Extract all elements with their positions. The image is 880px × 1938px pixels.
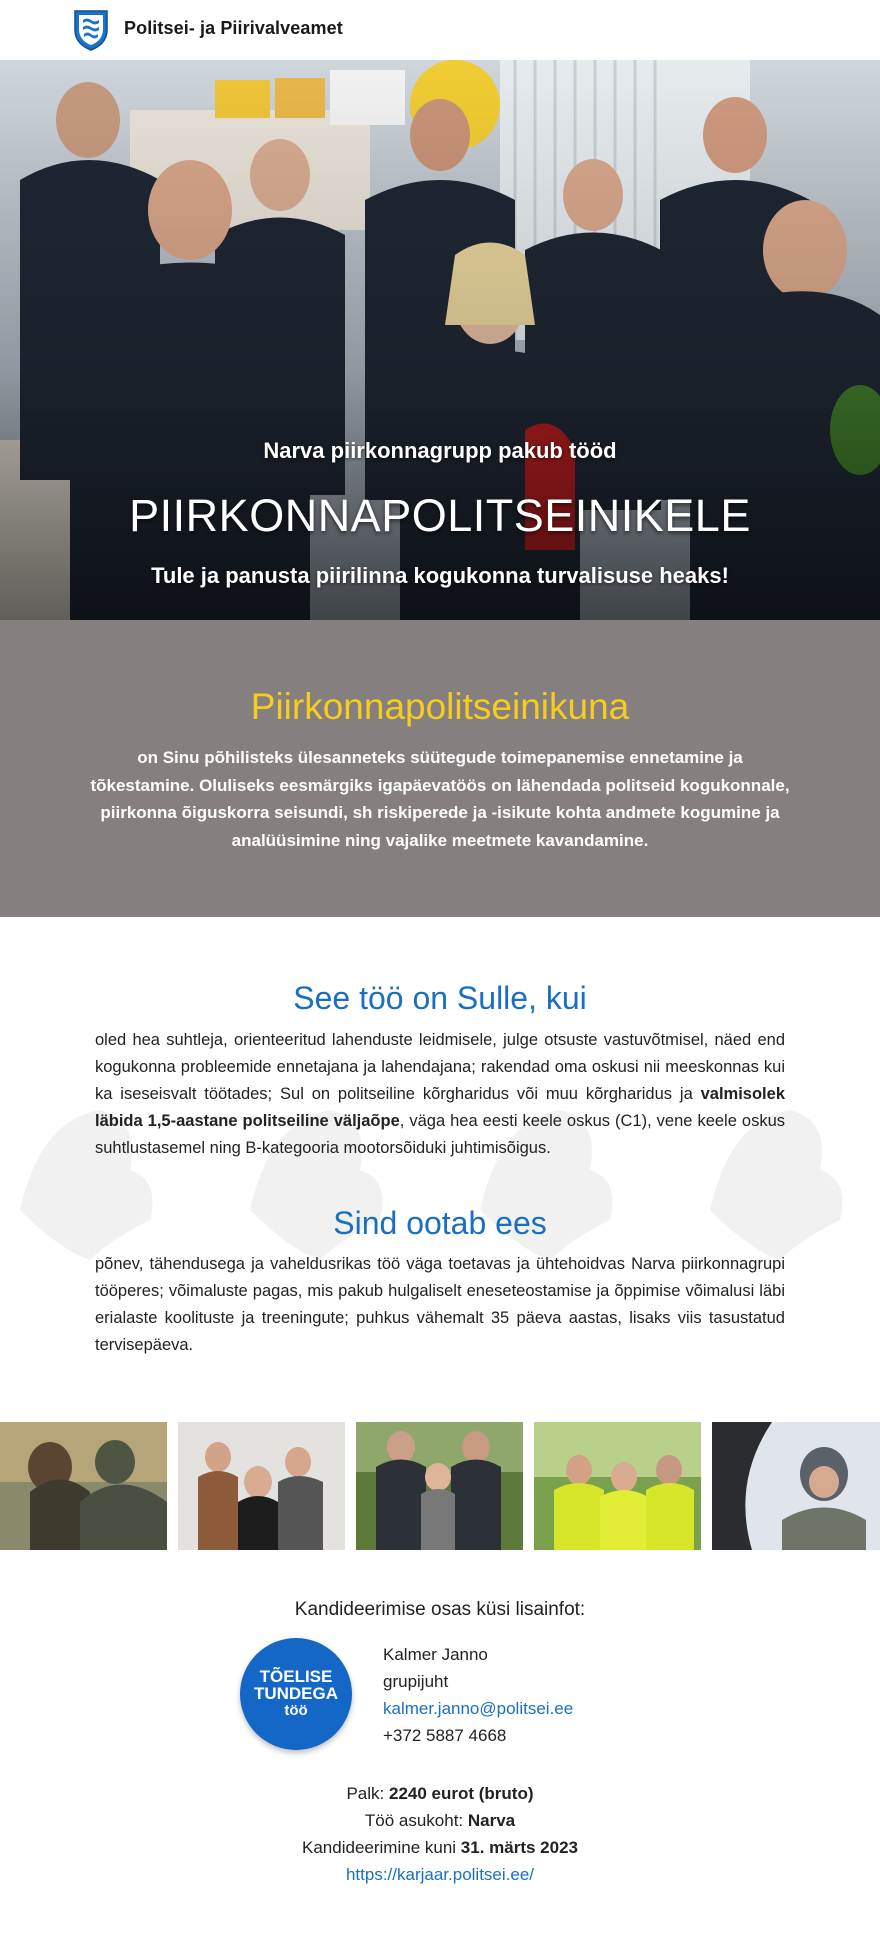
photo-patrol-officers xyxy=(534,1422,701,1550)
hero-title: PIIRKONNAPOLITSEINIKELE xyxy=(129,490,751,541)
photo-strip xyxy=(0,1422,880,1550)
salary-value: 2240 eurot (bruto) xyxy=(389,1784,534,1803)
salary-row xyxy=(0,1780,880,1807)
site-header xyxy=(0,0,880,60)
contact-card xyxy=(383,1641,573,1749)
intro-text: on Sinu põhilisteks ülesanneteks süütegude toimepanemise ennetamine ja tõkestamine. Oluliseks eesmärgiks igapäevatöös on lähendada politseid kogukonnale, piirkonna õiguskorra seisundi, sh riskiperede ja -isikute kohta andmete kogumine ja analüüsimine ning vajalike meetmete kavandamine. xyxy=(90,748,790,850)
requirements-text-emphasis: valmisolek läbida 1,5-aastane politseiline väljaõpe xyxy=(95,1085,785,1130)
photo-pilot xyxy=(712,1422,880,1550)
contact-name: Kalmer Janno xyxy=(383,1645,488,1664)
requirements-text-part: , väga hea eesti keele oskus (C1), vene keele oskus suhtlustasemel ning B-kategooria mootorsõiduki juhtimisõigus. xyxy=(95,1112,785,1157)
intro-title: Piirkonnapolitseinikuna xyxy=(250,686,630,727)
brand-name[interactable]: Politsei- ja Piirivalveamet xyxy=(124,18,343,38)
requirements-title: See töö on Sulle, kui xyxy=(293,980,587,1016)
badge-line: TÕELISE xyxy=(259,1667,333,1686)
hero-tagline: Tule ja panusta piirilinna kogukonna turvalisuse heaks! xyxy=(151,563,729,588)
contact-role: grupijuht xyxy=(383,1672,449,1691)
hero-subtitle: Narva piirkonnagrupp pakub tööd xyxy=(263,438,617,463)
offer-text: põnev, tähendusega ja vaheldusrikas töö väga toetavas ja ühtehoidvas Narva piirkonnagrupi tööperes; võimaluste pagas, mis pakub hulgaliselt eneseteostamise ja õppimise võimalusi läbi erialaste koolituste ja treeningute; puhkus vähemalt 35 päeva aastas, lisaks viis tasustatud tervisepäeva. xyxy=(95,1255,785,1354)
badge-line: töö xyxy=(284,1702,308,1719)
photo-child-officers xyxy=(356,1422,523,1550)
coat-of-arms-icon[interactable] xyxy=(72,8,110,52)
deadline-value: 31. märts 2023 xyxy=(460,1838,578,1857)
location-label: Töö asukoht: xyxy=(364,1811,468,1830)
contact-prompt: Kandideerimise osas küsi lisainfot: xyxy=(294,1599,586,1620)
requirements-text-part: oled hea suhtleja, orienteeritud lahenduste leidmisele, julge otsuste vastuvõtmisel, näed end kogukonna probleemide ennetajana ja lahendajana; rakendad oma oskusi nii meeskonnas kui ka iseseisvalt töötades; Sul on politseiline kõrgharidus või muu kõrgharidus ja xyxy=(95,1031,785,1103)
contact-phone: +372 5887 4668 xyxy=(383,1726,507,1745)
deadline-label: Kandideerimine kuni xyxy=(302,1838,461,1857)
photo-family xyxy=(178,1422,345,1550)
career-site-link[interactable]: https://karjaar.politsei.ee/ xyxy=(345,1865,535,1884)
hero-banner xyxy=(0,60,880,620)
contact-email-link[interactable]: kalmer.janno@politsei.ee xyxy=(383,1699,574,1718)
location-value: Narva xyxy=(467,1811,516,1830)
badge-line: TUNDEGA xyxy=(253,1684,339,1703)
campaign-badge xyxy=(240,1638,352,1750)
requirements-text xyxy=(95,1027,785,1162)
offer-title: Sind ootab ees xyxy=(333,1205,547,1241)
location-row xyxy=(0,1807,880,1834)
salary-label: Palk: xyxy=(346,1784,389,1803)
deadline-row xyxy=(0,1834,880,1861)
job-facts xyxy=(0,1780,880,1888)
photo-dog-handler xyxy=(0,1422,167,1550)
